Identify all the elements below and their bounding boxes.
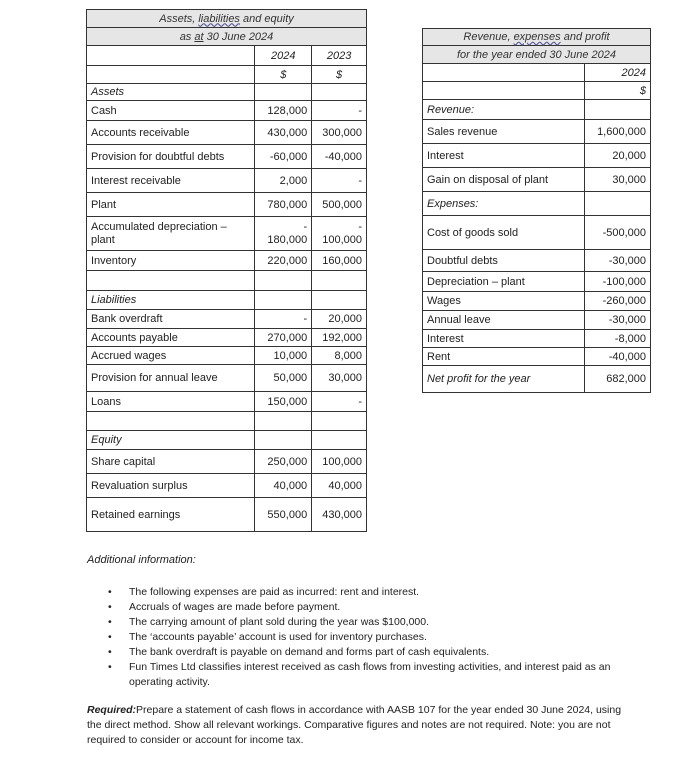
- value-2024: 250,000: [255, 450, 312, 474]
- value-2024: 40,000: [255, 474, 312, 498]
- value-2023: 500,000: [312, 193, 367, 217]
- label-line: Accumulated depreciation –: [91, 220, 227, 233]
- row-value: -500,000: [585, 216, 651, 250]
- table-row: [87, 498, 367, 532]
- value-2023: 160,000: [312, 251, 367, 271]
- row-label: Retained earnings: [87, 498, 255, 532]
- value-2023: 30,000: [312, 365, 367, 392]
- row-value: -8,000: [585, 330, 651, 348]
- row-label: Doubtful debts: [423, 250, 585, 272]
- required-label: Required:: [87, 704, 137, 716]
- table-row: [423, 272, 651, 292]
- row-label: Sales revenue: [423, 120, 585, 144]
- required-text: Prepare a statement of cash flows in accordance with AASB 107 for the year ended 30 June 2024, using the direct method. Show all relevant workings. Comparative figures and notes are not required. Note: you are not required to consider or account for income tax.: [87, 704, 622, 746]
- blank-cell: [312, 431, 367, 450]
- table-row: [87, 392, 367, 412]
- row-label: Gain on disposal of plant: [423, 168, 585, 192]
- row-label: Annual leave: [423, 311, 585, 330]
- year-2024-header: 2024: [255, 46, 312, 66]
- blank-cell: [255, 412, 312, 431]
- value-2023: -: [312, 392, 367, 412]
- row-label: Interest receivable: [87, 169, 255, 193]
- additional-info-heading: Additional information:: [87, 554, 196, 566]
- list-item: • The carrying amount of plant sold during the year was $100,000.: [108, 615, 618, 630]
- row-value: -40,000: [585, 348, 651, 366]
- value-2023: -: [312, 101, 367, 121]
- blank-cell: [423, 64, 585, 82]
- row-label: Revaluation surplus: [87, 474, 255, 498]
- value-2024: 50,000: [255, 365, 312, 392]
- blank-cell: [312, 412, 367, 431]
- net-profit-label: Net profit for the year: [423, 366, 585, 393]
- row-label: Accrued wages: [87, 347, 255, 365]
- value-2023: 20,000: [312, 310, 367, 329]
- row-label: Cash: [87, 101, 255, 121]
- blank-cell: [255, 271, 312, 291]
- row-label: Depreciation – plant: [423, 272, 585, 292]
- row-label: Interest: [423, 330, 585, 348]
- table-row: [423, 348, 651, 366]
- value-2024: 150,000: [255, 392, 312, 412]
- title-part: Assets,: [159, 12, 199, 25]
- title-part: and equity: [239, 12, 294, 25]
- value-2023: 300,000: [312, 121, 367, 145]
- table-row: [87, 474, 367, 498]
- dash: -: [303, 220, 308, 233]
- value-2024: -60,000: [255, 145, 312, 169]
- list-item: • The bank overdraft is payable on demand and forms part of cash equivalents.: [108, 645, 618, 660]
- row-label: Accounts payable: [87, 329, 255, 347]
- currency-2024: $: [255, 66, 312, 84]
- table-row: [87, 329, 367, 347]
- profit-loss-table: [422, 28, 651, 393]
- table-row: [87, 450, 367, 474]
- row-value: 30,000: [585, 168, 651, 192]
- net-profit-value: 682,000: [585, 366, 651, 393]
- currency-header: $: [585, 82, 651, 100]
- additional-info-list: [108, 585, 618, 690]
- profit-loss-title: [423, 29, 651, 46]
- row-value: 20,000: [585, 144, 651, 168]
- blank-cell: [87, 412, 255, 431]
- value-2023: 40,000: [312, 474, 367, 498]
- value-2023: 100,000: [312, 450, 367, 474]
- list-item: • Fun Times Ltd classifies interest received as cash flows from investing activities, and interest paid as an operating activity.: [108, 660, 618, 690]
- row-label: Share capital: [87, 450, 255, 474]
- table-row: [423, 311, 651, 330]
- value-2024: 220,000: [255, 251, 312, 271]
- liabilities-heading: Liabilities: [87, 291, 255, 310]
- row-label: Loans: [87, 392, 255, 412]
- row-label: [87, 217, 255, 251]
- value-2023: 192,000: [312, 329, 367, 347]
- balance-sheet-table: [86, 9, 367, 532]
- subtitle-at: at: [194, 30, 204, 43]
- table-row: [87, 347, 367, 365]
- value-2024: 270,000: [255, 329, 312, 347]
- title-wavy-word: expenses: [513, 31, 561, 43]
- subtitle-part: as: [179, 30, 195, 43]
- revenue-heading: Revenue:: [423, 100, 585, 120]
- currency-2023: $: [312, 66, 367, 84]
- blank-cell: [87, 271, 255, 291]
- table-row: [423, 292, 651, 311]
- table-row: [87, 121, 367, 145]
- table-row: [87, 193, 367, 217]
- row-value: -30,000: [585, 250, 651, 272]
- blank-cell: [312, 271, 367, 291]
- blank-cell: [255, 291, 312, 310]
- table-row: [87, 251, 367, 271]
- table-row: [423, 250, 651, 272]
- row-value: -100,000: [585, 272, 651, 292]
- value-2023: 8,000: [312, 347, 367, 365]
- blank-cell: [423, 82, 585, 100]
- value: 180,000: [267, 233, 308, 246]
- balance-sheet-subtitle: [87, 28, 367, 46]
- value-2023: -: [312, 169, 367, 193]
- blank-cell: [585, 100, 651, 120]
- table-row: [87, 310, 367, 329]
- value-2024: 430,000: [255, 121, 312, 145]
- row-label: Bank overdraft: [87, 310, 255, 329]
- blank-cell: [255, 431, 312, 450]
- blank-cell: [87, 46, 255, 66]
- table-row: [423, 330, 651, 348]
- value-2024: [255, 217, 312, 251]
- blank-cell: [87, 66, 255, 84]
- profit-loss-subtitle: for the year ended 30 June 2024: [423, 46, 651, 64]
- dash: -: [358, 220, 362, 233]
- table-row: [87, 145, 367, 169]
- row-label: Wages: [423, 292, 585, 311]
- value-2024: -: [255, 310, 312, 329]
- value-2024: 128,000: [255, 101, 312, 121]
- table-row: [423, 168, 651, 192]
- blank-cell: [585, 192, 651, 216]
- subtitle-part: 30 June 2024: [203, 30, 274, 43]
- value-2024: 2,000: [255, 169, 312, 193]
- table-row: [87, 365, 367, 392]
- blank-cell: [312, 84, 367, 101]
- row-label: Inventory: [87, 251, 255, 271]
- label-line: plant: [91, 233, 115, 246]
- net-profit-row: [423, 366, 651, 393]
- table-row: [87, 169, 367, 193]
- list-item: • Accruals of wages are made before payment.: [108, 600, 618, 615]
- blank-cell: [312, 291, 367, 310]
- title-part: and profit: [560, 31, 610, 43]
- row-value: -260,000: [585, 292, 651, 311]
- row-label: Accounts receivable: [87, 121, 255, 145]
- expenses-heading: Expenses:: [423, 192, 585, 216]
- year-header: 2024: [585, 64, 651, 82]
- assets-heading: Assets: [87, 84, 255, 101]
- required-paragraph: [87, 703, 627, 748]
- title-part: Revenue,: [463, 31, 514, 43]
- row-value: -30,000: [585, 311, 651, 330]
- row-label: Rent: [423, 348, 585, 366]
- title-wavy-word: liabilities: [198, 12, 240, 25]
- row-value: 1,600,000: [585, 120, 651, 144]
- equity-heading: Equity: [87, 431, 255, 450]
- row-label: Interest: [423, 144, 585, 168]
- row-label: Cost of goods sold: [423, 216, 585, 250]
- year-2023-header: 2023: [312, 46, 367, 66]
- row-label: Provision for annual leave: [87, 365, 255, 392]
- value-2024: 550,000: [255, 498, 312, 532]
- balance-sheet-title: [87, 10, 367, 28]
- value-2023: -40,000: [312, 145, 367, 169]
- value-2023: 430,000: [312, 498, 367, 532]
- table-row: [87, 101, 367, 121]
- table-row: [423, 216, 651, 250]
- list-item: • The following expenses are paid as incurred: rent and interest.: [108, 585, 618, 600]
- table-row: [87, 217, 367, 251]
- table-row: [423, 144, 651, 168]
- table-row: [423, 120, 651, 144]
- row-label: Provision for doubtful debts: [87, 145, 255, 169]
- value-2024: 780,000: [255, 193, 312, 217]
- value-2023: [312, 217, 367, 251]
- blank-cell: [255, 84, 312, 101]
- value: 100,000: [322, 233, 362, 246]
- list-item: • The ‘accounts payable’ account is used for inventory purchases.: [108, 630, 618, 645]
- value-2024: 10,000: [255, 347, 312, 365]
- row-label: Plant: [87, 193, 255, 217]
